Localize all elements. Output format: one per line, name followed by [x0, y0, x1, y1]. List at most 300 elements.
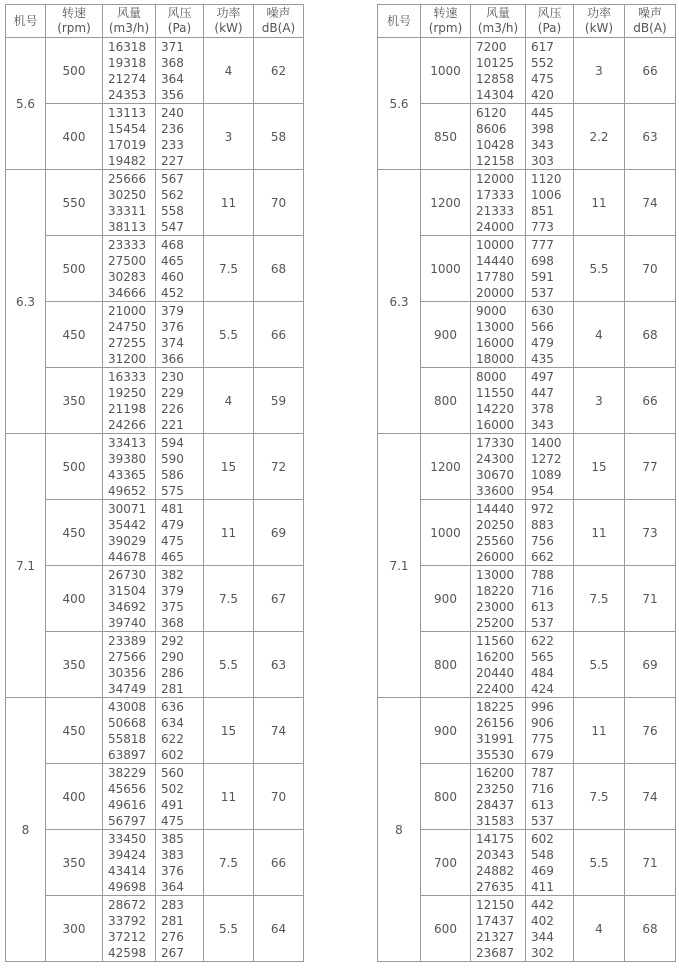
table-row	[378, 764, 676, 830]
noise-cell: 76	[625, 698, 676, 764]
pressure-value: 787	[531, 765, 554, 780]
pressure-value: 460	[161, 269, 184, 284]
pressure-cell	[526, 236, 574, 302]
pressure-cell	[526, 566, 574, 632]
header-model: 机号	[378, 5, 421, 38]
flow-value: 18225	[476, 699, 515, 714]
model-cell: 5.6	[378, 38, 421, 170]
speed-cell: 550	[46, 170, 103, 236]
pressure-value: 226	[161, 401, 184, 416]
pressure-cell	[156, 500, 204, 566]
power-cell: 2.2	[574, 104, 625, 170]
flow-value: 24882	[476, 863, 515, 878]
noise-cell: 68	[254, 236, 304, 302]
flow-value: 55818	[108, 731, 147, 746]
speed-cell: 800	[421, 764, 471, 830]
pressure-value: 575	[161, 483, 184, 498]
flow-value: 14440	[476, 253, 515, 268]
pressure-value: 630	[531, 303, 554, 318]
power-cell: 5.5	[204, 632, 254, 698]
power-cell: 4	[574, 896, 625, 962]
flow-value: 12150	[476, 897, 515, 912]
header-noise-line: dB(A)	[633, 21, 667, 35]
flow-value: 17330	[476, 435, 515, 450]
flow-value: 26156	[476, 715, 515, 730]
speed-cell: 1200	[421, 170, 471, 236]
flow-value: 20250	[476, 517, 515, 532]
pressure-value: 775	[531, 731, 554, 746]
pressure-value: 343	[531, 417, 554, 432]
header-flow	[103, 5, 156, 38]
noise-cell: 72	[254, 434, 304, 500]
flow-value: 31583	[476, 813, 515, 828]
pressure-value: 537	[531, 813, 554, 828]
flow-value: 16333	[108, 369, 147, 384]
flow-value: 30356	[108, 665, 147, 680]
speed-cell: 400	[46, 104, 103, 170]
pressure-value: 368	[161, 615, 184, 630]
power-cell: 5.5	[574, 830, 625, 896]
flow-value: 38113	[108, 219, 147, 234]
power-cell: 15	[204, 698, 254, 764]
header-power	[574, 5, 625, 38]
table-row	[378, 632, 676, 698]
pressure-cell	[526, 368, 574, 434]
power-cell: 7.5	[204, 236, 254, 302]
model-cell: 6.3	[378, 170, 421, 434]
header-model: 机号	[6, 5, 46, 38]
pressure-value: 716	[531, 583, 554, 598]
pressure-value: 502	[161, 781, 184, 796]
flow-cell	[103, 500, 156, 566]
noise-cell: 63	[625, 104, 676, 170]
pressure-value: 424	[531, 681, 554, 696]
header-flow	[471, 5, 526, 38]
pressure-value: 602	[161, 747, 184, 762]
pressure-value: 468	[161, 237, 184, 252]
pressure-value: 777	[531, 237, 554, 252]
flow-value: 42598	[108, 945, 147, 960]
pressure-value: 788	[531, 567, 554, 582]
speed-cell: 800	[421, 632, 471, 698]
noise-cell: 66	[254, 830, 304, 896]
table-row	[378, 170, 676, 236]
flow-value: 10125	[476, 55, 515, 70]
noise-cell: 67	[254, 566, 304, 632]
power-cell: 7.5	[204, 566, 254, 632]
flow-cell	[103, 236, 156, 302]
pressure-value: 356	[161, 87, 184, 102]
pressure-cell	[156, 368, 204, 434]
pressure-cell	[156, 896, 204, 962]
pressure-value: 229	[161, 385, 184, 400]
header-pressure-line: (Pa)	[537, 21, 562, 35]
flow-value: 33792	[108, 913, 147, 928]
model-cell: 6.3	[6, 170, 46, 434]
noise-cell: 74	[254, 698, 304, 764]
noise-cell: 70	[254, 764, 304, 830]
pressure-cell	[156, 830, 204, 896]
header-power	[204, 5, 254, 38]
pressure-value: 698	[531, 253, 554, 268]
noise-cell: 68	[625, 302, 676, 368]
fan-spec-table-right	[377, 4, 676, 962]
pressure-value: 484	[531, 665, 554, 680]
flow-value: 17019	[108, 137, 147, 152]
flow-cell	[471, 368, 526, 434]
flow-value: 39740	[108, 615, 147, 630]
flow-value: 16200	[476, 649, 515, 664]
pressure-value: 566	[531, 319, 554, 334]
pressure-value: 366	[161, 351, 184, 366]
flow-value: 25200	[476, 615, 515, 630]
header-noise	[254, 5, 304, 38]
pressure-cell	[526, 632, 574, 698]
pressure-value: 378	[531, 401, 554, 416]
pressure-value: 547	[161, 219, 184, 234]
flow-value: 25666	[108, 171, 147, 186]
flow-cell	[471, 632, 526, 698]
noise-cell: 58	[254, 104, 304, 170]
flow-value: 11560	[476, 633, 515, 648]
power-cell: 11	[574, 698, 625, 764]
pressure-value: 562	[161, 187, 184, 202]
flow-cell	[103, 368, 156, 434]
pressure-value: 276	[161, 929, 184, 944]
pressure-cell	[526, 698, 574, 764]
header-noise-line: 噪声	[266, 6, 291, 20]
pressure-value: 447	[531, 385, 554, 400]
pressure-value: 622	[531, 633, 554, 648]
power-cell: 5.5	[574, 632, 625, 698]
pressure-value: 343	[531, 137, 554, 152]
pressure-value: 565	[531, 649, 554, 664]
flow-cell	[103, 104, 156, 170]
pressure-value: 364	[161, 879, 184, 894]
flow-value: 49652	[108, 483, 147, 498]
pressure-value: 548	[531, 847, 554, 862]
header-noise-line: 噪声	[637, 6, 662, 20]
pressure-cell	[526, 104, 574, 170]
pressure-value: 1089	[531, 467, 562, 482]
pressure-cell	[526, 434, 574, 500]
pressure-value: 662	[531, 549, 554, 564]
flow-value: 39029	[108, 533, 147, 548]
flow-value: 18220	[476, 583, 515, 598]
speed-cell: 300	[46, 896, 103, 962]
header-noise-line: dB(A)	[261, 21, 296, 35]
pressure-value: 475	[161, 533, 184, 548]
pressure-value: 267	[161, 945, 184, 960]
pressure-value: 364	[161, 71, 184, 86]
flow-value: 39380	[108, 451, 147, 466]
flow-value: 12000	[476, 171, 515, 186]
header-power-line: (kW)	[214, 21, 243, 35]
table-row	[6, 38, 304, 104]
pressure-value: 594	[161, 435, 184, 450]
pressure-value: 972	[531, 501, 554, 516]
pressure-cell	[156, 434, 204, 500]
flow-value: 45656	[108, 781, 147, 796]
table-row	[6, 434, 304, 500]
pressure-value: 435	[531, 351, 554, 366]
flow-cell	[471, 236, 526, 302]
flow-value: 17780	[476, 269, 515, 284]
speed-cell: 350	[46, 830, 103, 896]
speed-cell: 450	[46, 698, 103, 764]
pressure-cell	[526, 500, 574, 566]
flow-value: 16000	[476, 335, 515, 350]
table-row	[378, 500, 676, 566]
pressure-cell	[526, 896, 574, 962]
flow-cell	[103, 566, 156, 632]
noise-cell: 73	[625, 500, 676, 566]
pressure-value: 613	[531, 797, 554, 812]
flow-cell	[103, 170, 156, 236]
pressure-value: 475	[531, 71, 554, 86]
header-speed-line: (rpm)	[428, 21, 463, 35]
pressure-value: 475	[161, 813, 184, 828]
pressure-cell	[156, 236, 204, 302]
pressure-cell	[156, 698, 204, 764]
header-speed-line: 转速	[61, 6, 86, 20]
flow-value: 37212	[108, 929, 147, 944]
power-cell: 5.5	[574, 236, 625, 302]
flow-value: 33450	[108, 831, 147, 846]
pressure-value: 221	[161, 417, 184, 432]
flow-cell	[103, 698, 156, 764]
model-cell: 8	[6, 698, 46, 962]
pressure-value: 481	[161, 501, 184, 516]
flow-cell	[471, 830, 526, 896]
flow-cell	[471, 698, 526, 764]
table-row	[6, 170, 304, 236]
pressure-value: 906	[531, 715, 554, 730]
flow-value: 63897	[108, 747, 147, 762]
pressure-value: 385	[161, 831, 184, 846]
power-cell: 11	[204, 170, 254, 236]
flow-value: 24266	[108, 417, 147, 432]
pressure-value: 442	[531, 897, 554, 912]
flow-value: 43365	[108, 467, 147, 482]
flow-value: 24353	[108, 87, 147, 102]
flow-value: 49616	[108, 797, 147, 812]
flow-value: 16318	[108, 39, 147, 54]
pressure-value: 398	[531, 121, 554, 136]
noise-cell: 71	[625, 566, 676, 632]
pressure-value: 954	[531, 483, 554, 498]
flow-value: 21327	[476, 929, 515, 944]
pressure-value: 465	[161, 549, 184, 564]
flow-value: 56797	[108, 813, 147, 828]
flow-value: 7200	[476, 39, 507, 54]
speed-cell: 500	[46, 434, 103, 500]
table-row	[378, 236, 676, 302]
pressure-value: 230	[161, 369, 184, 384]
pressure-value: 368	[161, 55, 184, 70]
pressure-cell	[526, 302, 574, 368]
header-speed	[46, 5, 103, 38]
pressure-value: 292	[161, 633, 184, 648]
header-power-line: 功率	[586, 6, 611, 20]
flow-value: 16000	[476, 417, 515, 432]
pressure-value: 537	[531, 285, 554, 300]
pressure-value: 537	[531, 615, 554, 630]
flow-value: 24750	[108, 319, 147, 334]
flow-value: 23389	[108, 633, 147, 648]
pressure-value: 552	[531, 55, 554, 70]
pressure-value: 491	[161, 797, 184, 812]
pressure-value: 617	[531, 39, 554, 54]
flow-cell	[471, 500, 526, 566]
header-flow-line: 风量	[485, 6, 510, 20]
speed-cell: 350	[46, 632, 103, 698]
model-cell: 7.1	[6, 434, 46, 698]
pressure-value: 382	[161, 567, 184, 582]
flow-value: 33311	[108, 203, 147, 218]
noise-cell: 68	[625, 896, 676, 962]
power-cell: 11	[204, 764, 254, 830]
flow-value: 31200	[108, 351, 147, 366]
flow-value: 13000	[476, 567, 515, 582]
flow-cell	[103, 830, 156, 896]
pressure-value: 1006	[531, 187, 562, 202]
speed-cell: 900	[421, 566, 471, 632]
header-pressure-line: (Pa)	[167, 21, 192, 35]
pressure-value: 558	[161, 203, 184, 218]
pressure-cell	[156, 632, 204, 698]
pressure-value: 469	[531, 863, 554, 878]
power-cell: 15	[204, 434, 254, 500]
flow-cell	[471, 104, 526, 170]
table-row	[6, 368, 304, 434]
pressure-value: 679	[531, 747, 554, 762]
header-pressure-line: 风压	[167, 6, 192, 20]
noise-cell: 70	[254, 170, 304, 236]
pressure-value: 465	[161, 253, 184, 268]
noise-cell: 74	[625, 170, 676, 236]
flow-value: 27255	[108, 335, 147, 350]
speed-cell: 350	[46, 368, 103, 434]
pressure-value: 636	[161, 699, 184, 714]
flow-value: 33600	[476, 483, 515, 498]
noise-cell: 74	[625, 764, 676, 830]
pressure-value: 756	[531, 533, 554, 548]
flow-value: 24300	[476, 451, 515, 466]
speed-cell: 850	[421, 104, 471, 170]
speed-cell: 500	[46, 38, 103, 104]
flow-value: 14440	[476, 501, 515, 516]
table-row	[6, 896, 304, 962]
pressure-cell	[156, 38, 204, 104]
flow-value: 50668	[108, 715, 147, 730]
pressure-value: 281	[161, 681, 184, 696]
pressure-value: 281	[161, 913, 184, 928]
pressure-value: 376	[161, 863, 184, 878]
pressure-cell	[156, 104, 204, 170]
power-cell: 4	[204, 368, 254, 434]
speed-cell: 900	[421, 302, 471, 368]
flow-value: 26000	[476, 549, 515, 564]
noise-cell: 66	[625, 38, 676, 104]
pressure-value: 302	[531, 945, 554, 960]
speed-cell: 400	[46, 566, 103, 632]
noise-cell: 69	[625, 632, 676, 698]
pressure-value: 479	[161, 517, 184, 532]
speed-cell: 1200	[421, 434, 471, 500]
table-row	[6, 104, 304, 170]
flow-value: 35530	[476, 747, 515, 762]
pressure-value: 883	[531, 517, 554, 532]
pressure-value: 383	[161, 847, 184, 862]
noise-cell: 62	[254, 38, 304, 104]
flow-value: 14220	[476, 401, 515, 416]
pressure-value: 851	[531, 203, 554, 218]
table-row	[378, 434, 676, 500]
flow-value: 26730	[108, 567, 147, 582]
table-row	[6, 830, 304, 896]
noise-cell: 59	[254, 368, 304, 434]
table-row	[378, 698, 676, 764]
flow-value: 20000	[476, 285, 515, 300]
flow-cell	[471, 764, 526, 830]
power-cell: 11	[204, 500, 254, 566]
pressure-value: 452	[161, 285, 184, 300]
pressure-value: 560	[161, 765, 184, 780]
flow-value: 14175	[476, 831, 515, 846]
pressure-value: 303	[531, 153, 554, 168]
flow-value: 19318	[108, 55, 147, 70]
pressure-value: 411	[531, 879, 554, 894]
flow-value: 33413	[108, 435, 147, 450]
speed-cell: 1000	[421, 38, 471, 104]
noise-cell: 70	[625, 236, 676, 302]
flow-value: 28672	[108, 897, 147, 912]
speed-cell: 500	[46, 236, 103, 302]
flow-value: 19250	[108, 385, 147, 400]
header-flow-line: (m3/h)	[108, 21, 150, 35]
flow-value: 27635	[476, 879, 515, 894]
flow-value: 30071	[108, 501, 147, 516]
noise-cell: 69	[254, 500, 304, 566]
pressure-value: 716	[531, 781, 554, 796]
power-cell: 5.5	[204, 896, 254, 962]
pressure-value: 283	[161, 897, 184, 912]
table-row	[6, 698, 304, 764]
pressure-cell	[526, 170, 574, 236]
table-row	[6, 236, 304, 302]
header-pressure-line: 风压	[537, 6, 562, 20]
flow-value: 20343	[476, 847, 515, 862]
noise-cell: 71	[625, 830, 676, 896]
flow-value: 28437	[476, 797, 515, 812]
flow-cell	[103, 302, 156, 368]
flow-value: 13000	[476, 319, 515, 334]
flow-cell	[103, 896, 156, 962]
pressure-value: 773	[531, 219, 554, 234]
flow-value: 27566	[108, 649, 147, 664]
pressure-cell	[526, 38, 574, 104]
flow-value: 6120	[476, 105, 507, 120]
pressure-value: 233	[161, 137, 184, 152]
pressure-value: 445	[531, 105, 554, 120]
pressure-value: 236	[161, 121, 184, 136]
pressure-value: 1120	[531, 171, 562, 186]
pressure-value: 227	[161, 153, 184, 168]
header-speed	[421, 5, 471, 38]
flow-value: 16200	[476, 765, 515, 780]
table-row	[6, 500, 304, 566]
